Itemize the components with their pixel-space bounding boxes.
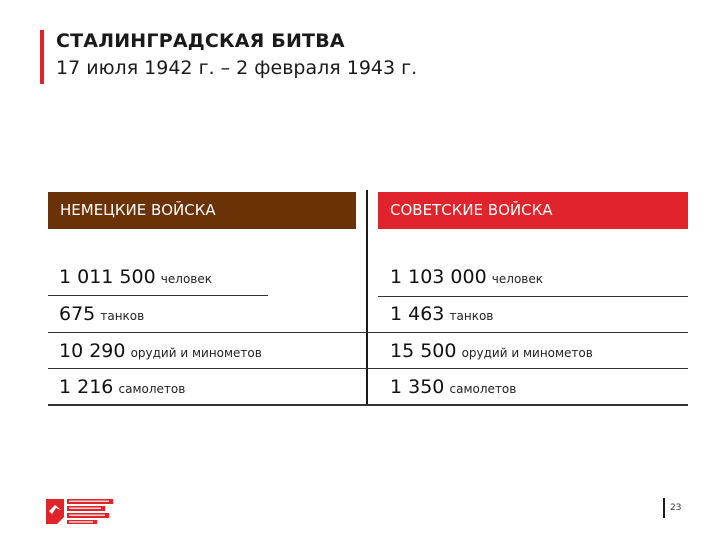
german-personnel-unit: человек xyxy=(160,272,212,286)
german-guns-unit: орудий и минометов xyxy=(130,346,262,360)
german-forces-header: НЕМЕЦКИЕ ВОЙСКА xyxy=(48,192,356,229)
german-aircraft-value: 1 216 xyxy=(59,376,114,398)
slide-subtitle: 17 июля 1942 г. – 2 февраля 1943 г. xyxy=(56,57,418,79)
row-divider xyxy=(378,296,688,297)
row-divider xyxy=(48,332,688,333)
soviet-guns-unit: орудий и минометов xyxy=(461,346,593,360)
german-tanks-unit: танков xyxy=(100,309,145,323)
soviet-aircraft-value: 1 350 xyxy=(390,376,445,398)
soviet-forces-header: СОВЕТСКИЕ ВОЙСКА xyxy=(378,192,688,229)
soviet-personnel-value: 1 103 000 xyxy=(390,266,487,288)
soviet-row-tanks xyxy=(390,303,493,325)
german-row-tanks xyxy=(59,303,144,325)
german-tanks-value: 675 xyxy=(59,303,96,325)
german-personnel-value: 1 011 500 xyxy=(59,266,156,288)
soviet-tanks-unit: танков xyxy=(449,309,494,323)
soviet-row-aircraft xyxy=(390,376,516,398)
column-divider xyxy=(366,190,368,405)
title-accent-bar xyxy=(40,30,44,84)
german-row-aircraft xyxy=(59,376,185,398)
german-row-guns xyxy=(59,340,262,362)
page-number: 23 xyxy=(670,503,682,513)
table-bottom-rule xyxy=(48,404,688,406)
row-divider xyxy=(48,295,268,296)
page-number-bar xyxy=(663,498,665,518)
soviet-aircraft-unit: самолетов xyxy=(449,382,517,396)
german-aircraft-unit: самолетов xyxy=(118,382,186,396)
soviet-guns-value: 15 500 xyxy=(390,340,457,362)
slide-title: СТАЛИНГРАДСКАЯ БИТВА xyxy=(56,30,345,52)
ministry-logo-icon xyxy=(46,496,118,526)
soviet-row-personnel xyxy=(390,266,543,288)
german-guns-value: 10 290 xyxy=(59,340,126,362)
german-row-personnel xyxy=(59,266,212,288)
soviet-personnel-unit: человек xyxy=(491,272,543,286)
soviet-tanks-value: 1 463 xyxy=(390,303,445,325)
soviet-row-guns xyxy=(390,340,593,362)
row-divider xyxy=(48,368,688,369)
